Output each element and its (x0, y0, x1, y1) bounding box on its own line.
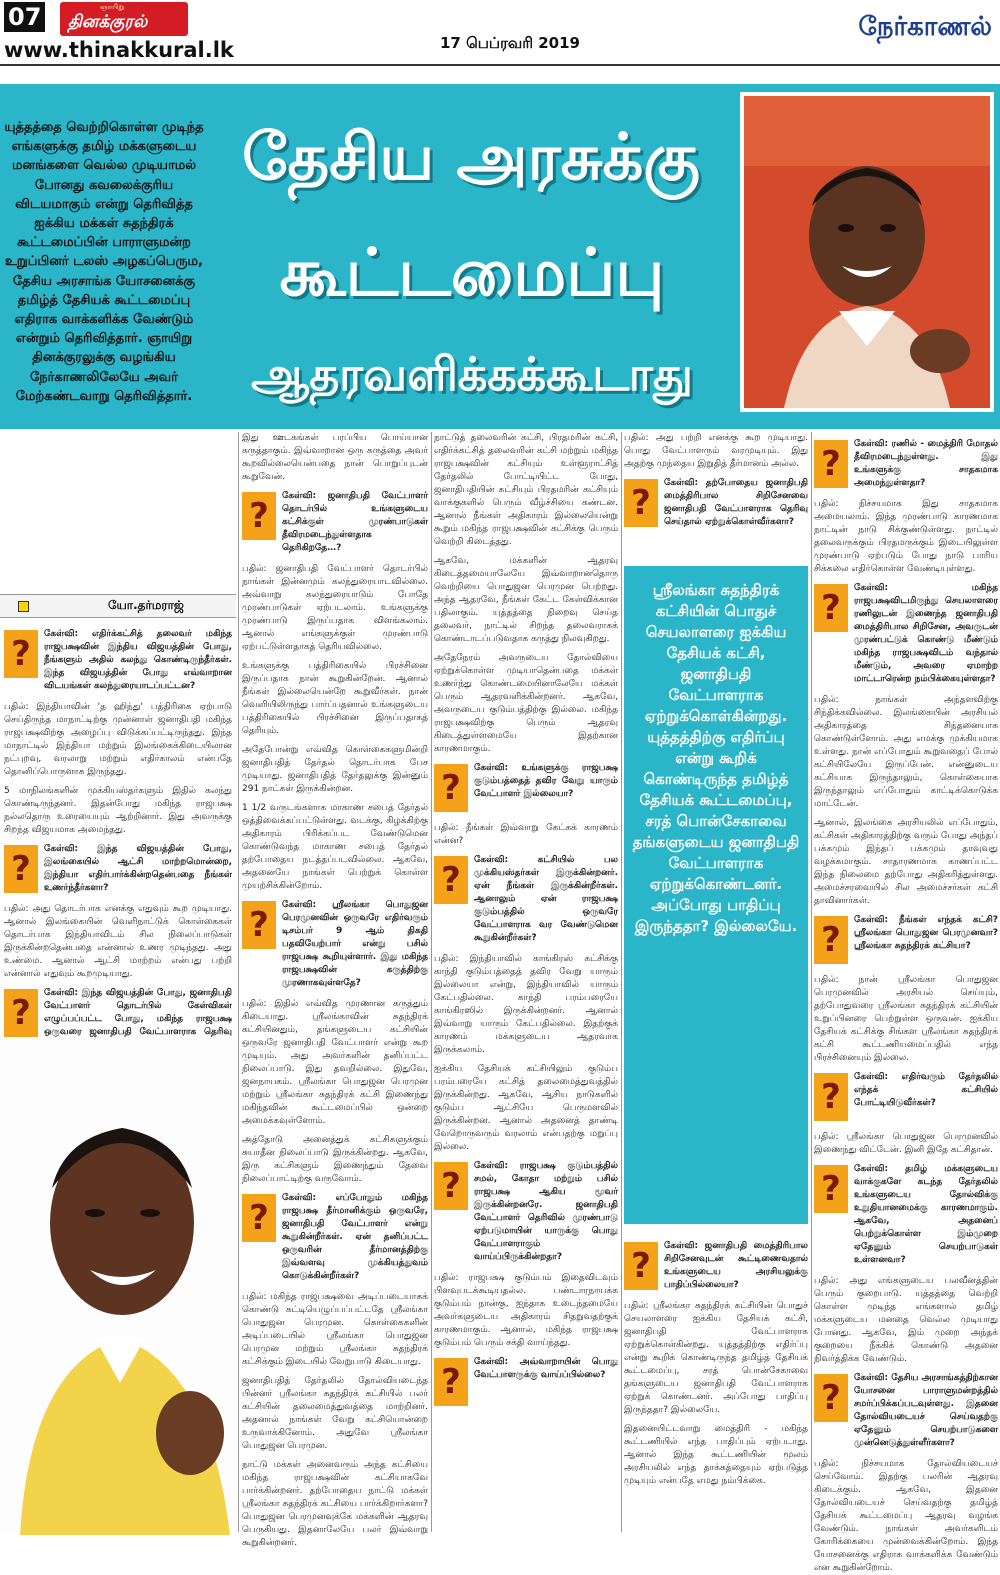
portrait-illustration-2 (0, 1038, 236, 1535)
question-text: கேள்வி: ஜனாதிபதி வேட்பாளர் தொடர்பில் உங்களுடைய கட்சிக்குள் முரண்பாடுகள் தீவிரமடைந்துள்ளதாக தெரிகிறதே…? (282, 491, 428, 553)
question-block (242, 1192, 428, 1283)
question-text: கேள்வி: தமிழ் மக்களுடைய வாக்குகளே கடந்த தேர்தலில் உங்களுடைய தோல்விக்கு உறுதியானமைக்கு காரணமாகும். ஆகவே, அதனைப் பெற்றுக்கொள்ள இம்முறை ஏதேனும் செயற்பாடுகள் உள்ளனவா? (854, 1164, 998, 1265)
answer-text: பதில்: ஸ்ரீலங்கா சுதந்திரக் கட்சியின் பொதுச் செயலாளரை ஐக்கிய தேசியக் கட்சி, ஜனாதிபதி வேட்பாளராக ஏற்றுக்கொள்கின்றது. யுத்தத்திற்கு எதிர்ப்பு என்று கூறிக் கொண்டிருந்த தமிழ்த் தேசியக் கூட்டமைப்பு, சரத் பொன்சேகாவை தங்களுடைய ஜனாதிபதி வேட்பாளராக ஏற்றுக் கொண்டனர். அப்போது பாதிப்பு இருந்ததா? இல்லையே. (624, 1301, 808, 1415)
answer-text: பதில்: ஜனாதிபதி வேட்பாளர் தொடர்பில் நாங்கள் இன்னமும் கலந்துரையாடவில்லை. அவ்வாறு கலந்துரையாடும் போதே முரண்பாடுகள் ஏற்படலாம். உங்களுக்கு முரண்பாடு இருப்பதாக விளங்கலாம். ஆனால் எங்களுக்குள் முரண்பாடு ஏற்பட்டுள்ளதாகத் தெரியவில்லை. (242, 564, 428, 652)
question-mark-icon: ? (4, 630, 38, 678)
answer-text: ஐக்கிய தேசியக் கட்சியிலும் குடும்ப பரம்பரையே கட்சித் தலைமைத்துவத்தில் இருக்கின்றது. ஆகவே, ஆசிய நாடுகளில் குடும்ப ஆட்சியே பெருமளவில் இருக்கின்றன. ஆனால் அதனைத் தாண்டி வேறொருவரும் வரலாம் என்பதற்கு மறுப்பு இல்லை. (434, 1064, 618, 1152)
question-mark-icon: ? (624, 479, 658, 527)
question-block (434, 1160, 618, 1264)
column-divider (431, 432, 432, 1532)
page-number: 07 (4, 2, 45, 32)
answer-text: 5 மாநிலங்களின் முக்கியஸ்தர்களும் இதில் கலந்து கொண்டிருந்தனர். இதன்போது மகிந்த ராஜபக்ஷ நல்லதொரு உரையையும் ஆற்றினார். இது அவருக்கு சிறந்த விஜயமாக அமைந்தது. (4, 786, 232, 835)
question-text: கேள்வி: ஜனாதிபதி மைத்திரிபால சிறிசேனவுடன் கூட்டிணைவதால் உங்களுடைய அரசியலுக்கு பாதிப்பில்லையா? (664, 1241, 808, 1290)
question-mark-icon: ? (814, 440, 848, 488)
question-mark-icon: ? (4, 989, 38, 1037)
answer-text: அதேநேரம் அவருடைய தோல்வியை ஏற்றுக்கொள்ள முடியாதென்பதை மக்கள் உணர்ந்து கொண்டமையினாலேயே மக்கள் பெரும் ஆதரவளிக்கின்றனர். ஆகவே, அவருடைய குடும்பத்திற்கு இல்லை. மகிந்த ராஜபக்ஷவிற்கு பெரும் ஆதரவு கிடைத்துள்ளமையே இதற்கான காரணமாகும். (434, 653, 618, 754)
answer-text: பதில்: இதில் எவ்வித முரணான கருத்தும் கிடையாது. ஸ்ரீலங்காவின் சுதந்திரக் கட்சியினதும், தங்களுடைய கட்சியின் ஒருவரே ஜனாதிபதி வேட்பாளர் என்று கூற முடியும். அது அவர்களின் தனிப்பட்ட நிலைப்பாடு. இது தவறில்லை. இதுவே, ஜனநாயகம். ஸ்ரீலங்கா பொதுஜன பெரமுன மற்றும் ஸ்ரீலங்கா சுதந்திரக் கட்சி இணைந்து மகிந்தவின் கூட்டமைப்பில் ஒன்றை அமைக்கவுள்ளோம். (242, 999, 428, 1126)
portrait-illustration (744, 96, 990, 408)
question-text: கேள்வி: தேசிய அரசாங்கத்திற்கான யோசனை பாராளுமன்றத்தில் சமர்ப்பிக்கப்படவுள்ளது. இதனை தோல்வியடையச் செய்வதற்கு ஏதேனும் செயற்பாடுகளை முன்னெடுத்துள்ளீர்களா? (854, 1373, 998, 1448)
interviewee-photo (740, 92, 994, 412)
question-text: கேள்வி: அவ்வாறாயின் பொது வேட்பாளருக்கு வாய்ப்பில்லை? (474, 1357, 618, 1380)
article-column-3 (434, 432, 618, 1532)
question-block (814, 1071, 998, 1123)
column-divider (621, 432, 622, 1532)
question-text: கேள்வி: ஸ்ரீலங்கா பொதுஜன பெரமுனவின் ஒருவரே எதிர்வரும் டிசம்பர் 9 ஆம் திகதி பதவியேற்பார் என்று பசில் ராஜபக்ஷ கூறியுள்ளார். இது மகிந்த ராஜபக்ஷவின் கருத்திற்கு முரணாகவுள்ளதே? (282, 900, 428, 988)
answer-text: இதனையிட்டவாறு மைத்திரி - மகிந்த கூட்டணியில் எந்த பாதிப்பும் ஏற்படாது. ஆனால் இந்த கூட்டணியின் மூலம் அரசியலில் எந்த தாக்கத்தையும் ஏற்படுத்த முடியும் என்பதே எமது நம்பிக்கை. (624, 1424, 808, 1486)
question-mark-icon: ? (814, 584, 848, 632)
column-divider (238, 432, 239, 1532)
question-mark-icon: ? (434, 1358, 468, 1406)
answer-text: அதேபோன்று எவ்வித கொள்கைகளுமின்றி ஜனாதிபதித் தேர்தல் தொடர்பாக பேச முடியாது. ஜனாதிபதித் தேர்தலுக்கு இன்னும் 291 நாட்கள் இருக்கின்றன. (242, 745, 428, 794)
answer-text: 1 1/2 வருடங்களாக மாகாண சபைத் தேர்தல் ஒத்திவைக்கப்பட்டுள்ளது. வடக்கு, கிழக்கிற்கு அதிகாரம் பிரிக்கப்பட வேண்டுமென கொண்டுவந்த மாகாண சபைத் தேர்தல் தற்போதைய நடத்தப்படவில்லை. ஆகவே, அதனையே நாங்கள் பெற்றுக் கொள்ள முயற்சிக்கின்றோம். (242, 803, 428, 891)
answer-text: நாட்டு மக்கள் அனைவரும் அந்த கட்சியை மகிந்த ராஜபக்ஷவின் கட்சியாகவே பார்க்கின்றனர். தற்போதைய நாட்டு மக்கள் ஸ்ரீலங்கா சுதந்திரக் கட்சியை பார்க்கிறார்களா? பொதுஜன பெரமுனவுக்கே மக்களின் ஆதரவு பெருகியது. இதனாலேயே பலர் இவ்வாறு கூறுகின்றனர். (242, 1460, 428, 1548)
answer-text: இது ஊடகங்கள் பரப்பிய பொய்யான கருத்தாகும். இவ்வாறான ஒரு கருத்தை அவர் கூறவில்லையென்பதை நான் பொறுப்புடன் கூறுவேன். (242, 433, 428, 482)
interviewee-photo-2 (0, 1038, 236, 1535)
answer-text: பதில்: ஸ்ரீலங்கா பொதுஜன பெரமுனவில் இணைந்து விட்டேன். இனி இதே கட்சிதான். (814, 1132, 998, 1155)
answer-text: பதில்: இந்தியாவில் காங்கிரஸ் கட்சிக்கு காந்தி குடும்பத்தைத் தவிர வேறு யாரும் இல்லையா என்று, இந்தியாவில் யாரும் கேட்பதில்லை. காந்தி பரம்பரையே காங்கிரஸில் இருக்கின்றனர். ஆனால் இவ்வாறு யாரும் கேட்பதில்லை. இதற்குக் காரணம் மக்களுடைய ஆதரவாக இருக்கலாம். (434, 954, 618, 1055)
question-block (242, 490, 428, 555)
answer-text: பதில்: ராஜபக்ஷ குடும்பம் இதைவிடவும் பிளவுபடக்கூடியதல்ல. பண்டாரநாயக்க குடும்பம் நான்கு, ஐந்தாக உடைந்தமையே அவர்களுடைய அதிகாரம் சிதறுவதற்குக் காரணமாகும். ஆனால், மகிந்த ராஜபக்ஷ குடும்பம் பெரும் சக்தி வாய்ந்தது. (434, 1273, 618, 1348)
question-mark-icon: ? (814, 1165, 848, 1213)
masthead (0, 0, 1000, 66)
answer-text: பதில்: அது எங்களுடைய பலவீனத்தின் பெரும் குறைபாடு. யுத்தத்தை வெற்றி கொள்ள முடிந்த எங்களால் தமிழ் மக்களுடைய மனதை வெல்ல முடியாது போனது. ஆகவே, இம் முறை அந்தக் குறையை நீக்கிக் கொண்டு அதனை நிவர்த்திக்க வேண்டும். (814, 1276, 998, 1364)
question-block (434, 1356, 618, 1408)
question-text: கேள்வி: எதிர்க்கட்சித் தலைவர் மகிந்த ராஜபக்ஷவின் இந்திய விஜயத்தின் போது, நீங்களும் அதில் கலந்து கொண்டிருந்தீர்கள். இந்த விஜயத்தின் போது எவ்வாறான விடயங்கள் கலந்துரையாடப்பட்டன? (44, 629, 232, 691)
article-column-5 (814, 432, 998, 1573)
answer-text: பதில்: இந்தியாவின் 'த ஹிந்து' பத்திரிகை ஏற்பாடு செய்திருந்த மாநாட்டிற்கு முன்னாள் ஜனாதிபதி மகிந்த ராஜபக்ஷவிற்கு அழைப்பு விடுக்கப்பட்டிருந்தது. இந்த மாநாட்டில் இந்தியா மற்றும் இலங்கைக்கிடையிலான நட்புறவு, வரலாறு மற்றும் எதிர்காலம் என்பதே தொனிப்பொருளாக இருந்தது. (4, 702, 232, 777)
answer-text: ஜனாதிபதித் தேர்தலில் தோல்வியடைந்த பின்னர் ஸ்ரீலங்கா சுதந்திரக் கட்சியில் பலர் கட்சியின் தலைமைத்துவத்தை மாற்றினர். அதனால் நாங்கள் வேறு கட்சியொன்றை உருவாக்கினோம். அதுவே ஸ்ரீலங்கா பொதுஜன பெரமுன. (242, 1376, 428, 1451)
answer-text: பதில்: நீங்கள் இவ்வாறு கேட்கக் காரணம் என்ன? (434, 823, 618, 846)
question-block (434, 762, 618, 814)
question-mark-icon: ? (242, 492, 276, 540)
question-block (814, 582, 998, 686)
question-mark-icon: ? (434, 1162, 468, 1210)
headline-line-2: கூட்டமைப்பு (279, 234, 665, 311)
question-block (814, 914, 998, 966)
question-mark-icon: ? (242, 901, 276, 949)
question-mark-icon: ? (434, 856, 468, 904)
answer-text: பதில்: நிச்சயமாக தோல்வியடையச் செய்வோம். இதற்கு பலரின் ஆதரவு கிடைக்கும். ஆகவே, இதனை தோல்வியடையச் செய்வதற்கு தமிழ்த் தேசியக் கூட்டமைப்பு ஆதரவு வழங்க வேண்டும். நாங்கள் அவர்களிடம் கோரிக்கையை முன்வைக்கின்றோம். இந்த யோசனைக்கு எதிராக வாக்களிக்க வேண்டும் என கூறுகின்றோம். (814, 1459, 998, 1573)
answer-text: பதில்: மகிந்த ராஜபக்ஷவை அடிப்படையாகக் கொண்டு கட்டியெழுப்பப்பட்டதே ஸ்ரீலங்கா பொதுஜன பெரமுன. கொள்கைகளின் அடிப்படையில் ஸ்ரீலங்கா பொதுஜன பெரமுன மற்றும் ஸ்ரீலங்கா சுதந்திரக் கட்சிக்கும் இடையில் வேறுபாடு கிடையாது. (242, 1292, 428, 1367)
question-text: கேள்வி: எதிர்வரும் தேர்தலில் எந்தக் கட்சியில் போட்டியிடுவீர்கள்? (854, 1072, 998, 1108)
answer-text: பதில்: நான் ஸ்ரீலங்கா பொதுஜன பெரமுனவில் அரசியல் செய்யும், தற்போதுவரை ஸ்ரீலங்கா சுதந்திரக் கட்சியின் உறுப்பினரை பெற்றுள்ள ஒருவன். ஐக்கிய தேசியக் கட்சிக்கு சிங்கள ஸ்ரீலங்கா சுதந்திரக் கட்சி கூட்டணியமைப்பதில் எந்த பிரச்சினையும் இல்லை. (814, 975, 998, 1063)
pull-quote: ஸ்ரீலங்கா சுதந்திரக் கட்சியின் பொதுச் செயலாளரை ஐக்கிய தேசியக் கட்சி, ஜனாதிபதி வேட்பாளராக ஏற்றுக்கொள்கின்றது. யுத்தத்திற்கு எதிர்ப்பு என்று கூறிக் கொண்டிருந்த தமிழ்த் தேசியக் கூட்டமைப்பு, சரத் பொன்சேகாவை தங்களுடைய ஜனாதிபதி வேட்பாளராக ஏற்றுக்கொண்டனர். அப்போது பாதிப்பு இருந்ததா? இல்லையே. (624, 566, 808, 1224)
logo-name: தினக்குரல் (68, 12, 148, 32)
question-text: கேள்வி: மகிந்த ராஜபக்ஷவிடமிருந்து செயலாளரை ரணிலுடன் இணைந்த ஜனாதிபதி மைத்திரிபால சிறிசேன, அவருடன் முரண்பட்டுக் கொண்டு மீண்டும் மகிந்த ராஜபக்ஷவிடம் வந்தால் மீண்டும், அவரை ஏமாற்ற மாட்டாரென்ற நம்பிக்கையுள்ளதா? (854, 583, 998, 684)
answer-text: பதில்: அது பற்றி எனக்கு கூற முடியாது. பொது வேட்பாளரும் வரமுடியும். இது அதற்கு முந்தைய இறுதித் தீர்மானம் அல்ல. (624, 433, 808, 469)
question-mark-icon: ? (814, 1374, 848, 1422)
question-text: கேள்வி: எப்போதும் மகிந்த ராஜபக்ஷ தீர்மானிக்கும் ஒருவரே, ஜனாதிபதி வேட்பாளர் என்று கூறுகின்றீர்கள். ஏன் தனிப்பட்ட ஒருவரின் தீர்மானத்திற்கு இவ்வளவு முக்கியத்துவம் கொடுக்கின்றீர்கள்? (282, 1193, 428, 1281)
article-column-4-bottom (624, 1234, 808, 1532)
answer-text: உங்களுக்கு பத்திரிகையில் பிரச்சினை இருப்பதாக நான் கூறுகின்றேன். ஆனால் நீங்கள் இல்லையென்றே கூறுவீர்கள். நான் வெளியிலிருந்து பார்ப்பதனால் உங்களுடைய பத்திரிகையில் பிரச்சினை இருப்பதாகத் தெரியும். (242, 661, 428, 736)
question-text: கேள்வி: உங்களுக்கு ராஜபக்ஷ குடும்பத்தைத் தவிர வேறு யாரும் வேட்பாளர் இல்லையா? (474, 763, 618, 799)
question-mark-icon: ? (814, 916, 848, 964)
answer-text: பதில்: அது தொடர்பாக எனக்கு எதுவும் கூற முடியாது. ஆனால் இலங்கையின் வெளிநாட்டுக் கொள்கைகள் தொடர்பாக இந்தியாவிடம் சில நிலைப்பாடுகள் இருக்கின்றதென்பதை என்னால் உணர முடிந்தது. அது உண்மை. ஆனால் ஆட்சி மாற்றம் என்பது பற்றி என்னால் எதுவும் கூறமுடியாது. (4, 904, 232, 979)
article-column-4-top (624, 432, 808, 558)
answer-text: நாட்டுத் தலைவரின் கட்சி, பிரதமரின் கட்சி, எதிர்க்கட்சித் தலைவரின் கட்சி மற்றும் மகிந்த ராஜபக்ஷவின் கட்சியும் உள்ளூராட்சித் தேர்தலில் போட்டியிட்ட போது, ஜனாதிபதியின் கட்சியும் பிரதமரின் கட்சியும் வாக்குகளில் பெரும் வீழ்ச்சியை கண்டன. ஆனால் நீங்கள் அதிகாரம் இல்லையென்று கூறும் மகிந்த ராஜபக்ஷவின் கட்சிக்கு பெரும் வெற்றி கிடைத்தது. (434, 433, 618, 547)
answer-text: பதில்: நாங்கள் அந்தளவிற்கு சிந்திக்கவில்லை. இலங்கையின் அரசியல் அதிகாரத்தை சிந்தனையாக கொண்டுள்ளோம். அது எமக்கு முக்கியமாக உள்ளது. நான் எப்போதும் கூறுவதைப் போல் கட்சியிலேயே இருப்பேன். என்னுடைய கட்சியாக இருந்தாலும், கொள்கையாக இருந்தாலும் எப்போதும் காட்டிக்கொடுக்க மாட்டேன். (814, 695, 998, 809)
article-column-1 (4, 622, 232, 1037)
question-mark-icon: ? (434, 764, 468, 812)
question-text: கேள்வி: இந்த விஜயத்தின் போது, இலங்கையில் ஆட்சி மாற்றமொன்றை, இந்தியா எதிர்பார்க்கின்றதென்பதை நீங்கள் உணர்ந்தீர்களா? (44, 844, 232, 893)
question-block (814, 438, 998, 490)
question-text: கேள்வி: ராஜபக்ஷ குடும்பத்தில் சமல், கோதா மற்றும் பசில் ராஜபக்ஷ ஆகிய மூவர் இருக்கின்றனரே. ஜனாதிபதி வேட்பாளர் தெரிவில் முரண்பாடு ஏற்படுமாயின் யாருக்கு பொது வேட்பாளராகும் வாய்ப்பிருக்கின்றதா? (474, 1161, 618, 1262)
question-text: கேள்வி: தற்போதைய ஜனாதிபதி மைத்திரிபால சிறிசேனவை ஜனாதிபதி வேட்பாளராக தெரிவு செய்தால் ஏற்றுக்கொள்வீர்களா? (664, 478, 808, 527)
headline-line-1: தேசிய அரசுக்கு (242, 121, 700, 195)
website-url[interactable]: www.thinakkural.lk (4, 38, 234, 62)
question-text: கேள்வி: ரணில் - மைத்திரி மோதல் தீவிரமடைந்துள்ளது. இது உங்களுக்கு சாதகமாக அமைந்துள்ளதா? (854, 439, 998, 488)
question-mark-icon: ? (4, 845, 38, 893)
answer-text: ஆகவே, மக்களின் ஆதரவு கிடைத்தமையாலேயே இவ்வாறானதொரு வெற்றியை பொதுஜன பெரமுன பெற்றது. அந்த ஆதரவே, நீங்கள் கேட்ட கேள்விக்கான பதிலாகும். யுத்தத்தை நிறைவு செய்த தலைவர், நாட்டில் சிறந்த தலைவராகக் கொண்டாடப்படுவதாக கருத்து நிலவுகிறது. (434, 556, 618, 644)
question-block (4, 628, 232, 693)
question-block (624, 1240, 808, 1292)
answer-text: ஆனால், இலங்கை அரசியலில் எப்போதும், கட்சிகள் அதிகாரத்திற்கு வரும் போது அந்தப் பக்கமும் இந்தப் பக்கமும் தாவுவது வழக்கமாகும். சாதாரணமாக காணப்பட்ட இந்த நிலைமை தற்போது அதிகரித்துள்ளது. அமைச்சரவையில் சில அமைச்சர்கள் கட்சி தாவினார்கள். (814, 818, 998, 906)
question-mark-icon: ? (242, 1194, 276, 1242)
issue-date: 17 பெப்ரவரி 2019 (440, 34, 580, 52)
question-block (434, 854, 618, 945)
column-divider (811, 432, 812, 1532)
intro-text: யுத்தத்தை வெற்றிகொள்ள முடிந்த எங்களுக்கு தமிழ் மக்களுடைய மனங்களை வெல்ல முடியாமல் போனது கவலைக்குரிய விடயமாகும் என்று தெரிவித்த ஐக்கிய மக்கள் சுதந்திரக் கூட்டமைப்பின் பாராளுமன்ற உறுப்பினர் டலஸ் அழகப்பெரும, தேசிய அரசாங்க யோசனைக்கு தமிழ்த் தேசியக் கூட்டமைப்பு எதிராக வாக்களிக்க வேண்டும் என்றும் தெரிவித்தார். ஞாயிறு தினக்குரலுக்கு வழங்கிய நேர்காணலிலேயே அவர் மேற்கண்டவாறு தெரிவித்தார். (4, 120, 204, 404)
answer-text: அத்தோடு அனைத்துக் கட்சிகளுக்கும் சுயாதீன நிலைப்பாடு இருக்கின்றது. ஆகவே, இரு கட்சிகளும் இணைந்தும் தேவை நிலைப்பாட்டிற்கு வருவோம். (242, 1135, 428, 1184)
question-text: கேள்வி: கட்சியில் பல முக்கியஸ்தர்கள் இருக்கின்றனர். ஏன் நீங்கள் இருக்கின்றீர்கள். ஆனாலும் ஏன் ராஜபக்ஷ குடும்பத்தில் ஒருவரே வேட்பாளராக வர வேண்டுமென கூறுகின்றீர்கள்? (474, 855, 618, 943)
article-column-2 (242, 432, 428, 1548)
question-block (814, 1163, 998, 1267)
question-text: கேள்வி: இந்த விஜயத்தின் போது, ஜனாதிபதி வேட்பாளர் தொடர்பில் கேள்விகள் எழுப்பப்பட்ட போது, மகிந்த ராஜபக்ஷ ஒருவரை ஜனாதிபதி வேட்பாளராக தெரிவு (44, 988, 232, 1037)
logo-small-text: ஞாயிறு (100, 3, 125, 11)
question-text: கேள்வி: நீங்கள் எந்தக் கட்சி? ஸ்ரீலங்கா பொதுஜன பெரமுனவா? ஸ்ரீலங்கா சுதந்திரக் கட்சியா? (854, 915, 998, 951)
answer-text: பதில்: நிச்சயமாக இது சாதகமாக அமையலாம். இந்த முரண்பாடு காரணமாக நாட்டின் நாடு சிக்குண்டுள்ளது. நாட்டில் தலைவருக்கும் பிரதமருக்கும் இடையிலுள்ள முரண்பாடு ஏற்படும் போது நாடு பாரிய சிக்கலை எதிர்கொள்ள வேண்டியுள்ளது. (814, 499, 998, 574)
question-block (814, 1372, 998, 1450)
bullet-square-icon (18, 601, 29, 612)
question-block (242, 899, 428, 990)
byline-bar (0, 594, 236, 618)
question-mark-icon: ? (814, 1073, 848, 1121)
question-mark-icon: ? (624, 1242, 658, 1290)
question-block (4, 843, 232, 895)
newspaper-logo[interactable] (60, 2, 188, 36)
headline-line-3: ஆதரவளிக்கக்கூடாது (251, 347, 693, 401)
question-block (624, 477, 808, 529)
author-name: யோ.தர்மராஜ் (108, 598, 184, 612)
section-title: நேர்காணல் (858, 12, 992, 42)
